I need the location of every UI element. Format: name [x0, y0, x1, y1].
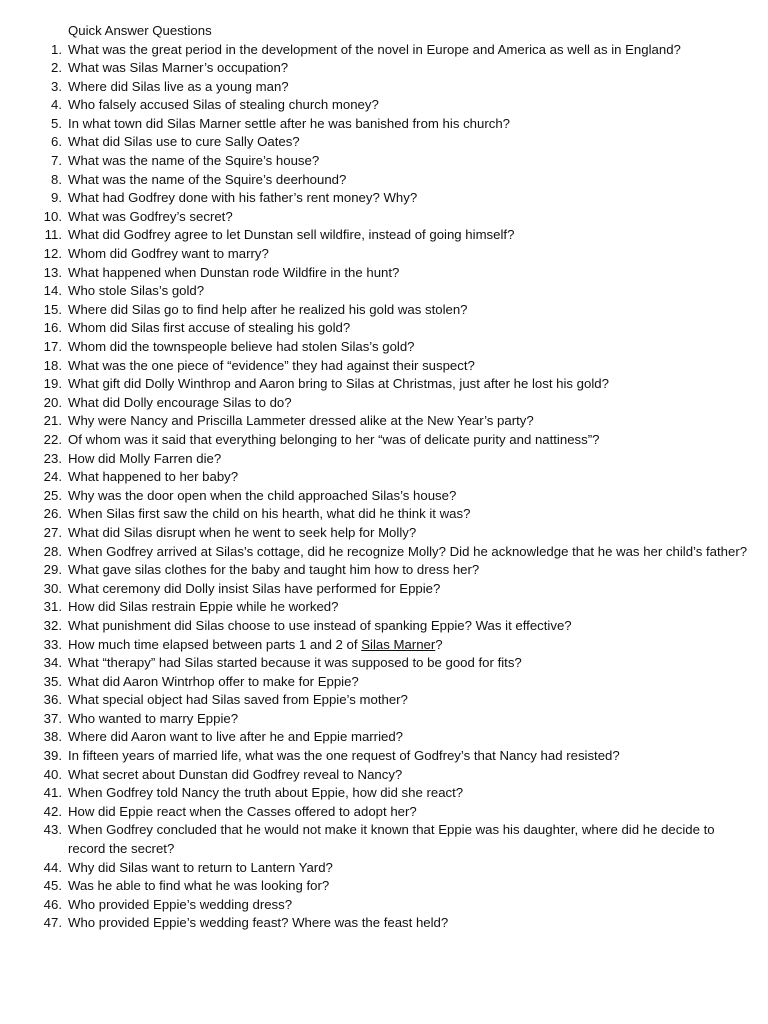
question-text: Who wanted to marry Eppie? — [68, 710, 239, 726]
list-item — [0, 41, 768, 60]
list-item — [0, 357, 768, 376]
list-item — [0, 803, 768, 822]
question-text: What was the name of the Squire’s house? — [68, 153, 320, 169]
question-text: How did Silas restrain Eppie while he worked? — [68, 599, 339, 615]
question-text: What “therapy” had Silas started because it was supposed to be good for fits? — [68, 655, 522, 671]
question-number: 20. — [43, 394, 62, 410]
list-item — [0, 375, 768, 394]
question-number: 22. — [43, 431, 62, 447]
question-text: What secret about Dunstan did Godfrey reveal to Nancy? — [68, 766, 403, 782]
question-text: Why was the door open when the child approached Silas’s house? — [68, 487, 457, 503]
question-text: Whom did Godfrey want to marry? — [68, 246, 269, 262]
question-text: Of whom was it said that everything belonging to her “was of delicate purity and nattiness”? — [68, 431, 600, 447]
list-item — [0, 189, 768, 208]
question-number: 2. — [51, 60, 62, 76]
list-item — [0, 96, 768, 115]
list-item — [0, 598, 768, 617]
question-text: What special object had Silas saved from Eppie’s mother? — [68, 692, 408, 708]
question-number: 4. — [51, 97, 62, 113]
list-item — [0, 617, 768, 636]
question-text: Why were Nancy and Priscilla Lammeter dressed alike at the New Year’s party? — [68, 413, 534, 429]
question-number: 14. — [43, 283, 62, 299]
question-number: 10. — [43, 208, 62, 224]
question-list — [0, 41, 768, 934]
question-text: When Godfrey arrived at Silas’s cottage, did he recognize Molly? Did he acknowledge that he was her child’s father? — [68, 543, 748, 559]
question-number: 37. — [43, 710, 62, 726]
question-number: 6. — [51, 134, 62, 150]
question-number: 36. — [43, 692, 62, 708]
list-item — [0, 133, 768, 152]
question-number: 29. — [43, 562, 62, 578]
list-item — [0, 171, 768, 190]
question-text-after: ? — [435, 636, 443, 652]
list-item — [0, 431, 768, 450]
question-number: 34. — [43, 655, 62, 671]
list-item — [0, 524, 768, 543]
question-text: What punishment did Silas choose to use instead of spanking Eppie? Was it effective? — [68, 617, 572, 633]
list-item — [0, 505, 768, 524]
question-number: 11. — [44, 227, 62, 243]
question-text: Why did Silas want to return to Lantern Yard? — [68, 859, 333, 875]
question-number: 8. — [51, 171, 62, 187]
list-item — [0, 412, 768, 431]
question-number: 47. — [43, 915, 62, 931]
list-item — [0, 654, 768, 673]
list-item — [0, 561, 768, 580]
question-number: 26. — [43, 506, 62, 522]
question-number: 16. — [43, 320, 62, 336]
question-text: What did Godfrey agree to let Dunstan sell wildfire, instead of going himself? — [68, 227, 515, 243]
question-text: Whom did Silas first accuse of stealing his gold? — [68, 320, 351, 336]
question-text: Who falsely accused Silas of stealing church money? — [68, 97, 379, 113]
book-title-reference: Silas Marner — [361, 636, 436, 652]
question-number: 42. — [43, 803, 62, 819]
list-item — [0, 691, 768, 710]
question-number: 21. — [43, 413, 62, 429]
question-text: What did Silas disrupt when he went to seek help for Molly? — [68, 524, 417, 540]
list-item — [0, 208, 768, 227]
question-text: What ceremony did Dolly insist Silas have performed for Eppie? — [68, 580, 441, 596]
list-item — [0, 543, 768, 562]
list-item — [0, 394, 768, 413]
question-number: 39. — [43, 748, 62, 764]
question-number: 31. — [43, 599, 62, 615]
question-text: How did Eppie react when the Casses offered to adopt her? — [68, 803, 417, 819]
list-item — [0, 914, 768, 933]
list-item — [0, 710, 768, 729]
question-text: What gave silas clothes for the baby and taught him how to dress her? — [68, 562, 480, 578]
question-text: Who provided Eppie’s wedding feast? Where was the feast held? — [68, 915, 449, 931]
list-item — [0, 468, 768, 487]
question-text: What had Godfrey done with his father’s rent money? Why? — [68, 190, 418, 206]
question-number: 24. — [43, 469, 62, 485]
question-number: 15. — [43, 301, 62, 317]
question-number: 43. — [43, 822, 62, 838]
list-item — [0, 282, 768, 301]
list-item — [0, 728, 768, 747]
question-number: 35. — [43, 673, 62, 689]
question-text: What was Godfrey’s secret? — [68, 208, 233, 224]
question-text: What did Silas use to cure Sally Oates? — [68, 134, 300, 150]
question-text: Where did Silas go to find help after he realized his gold was stolen? — [68, 301, 468, 317]
question-text: Whom did the townspeople believe had stolen Silas’s gold? — [68, 339, 415, 354]
question-number: 44. — [43, 859, 62, 875]
question-text: When Silas first saw the child on his hearth, what did he think it was? — [68, 506, 471, 522]
question-text: What was the great period in the development of the novel in Europe and America as well as in England? — [68, 41, 681, 57]
question-text: Who provided Eppie’s wedding dress? — [68, 896, 293, 912]
question-number: 12. — [43, 246, 62, 262]
question-text: What did Aaron Wintrhop offer to make for Eppie? — [68, 673, 359, 689]
list-item — [0, 896, 768, 915]
question-number: 3. — [51, 78, 62, 94]
question-text: What did Dolly encourage Silas to do? — [68, 394, 292, 410]
question-number: 1. — [51, 41, 62, 57]
list-item — [0, 766, 768, 785]
question-number: 28. — [43, 543, 62, 559]
question-text: What was Silas Marner’s occupation? — [68, 60, 289, 76]
list-item — [0, 821, 768, 858]
list-item — [0, 784, 768, 803]
question-text: What gift did Dolly Winthrop and Aaron bring to Silas at Christmas, just after he lost his gold? — [68, 376, 609, 392]
question-number: 45. — [43, 878, 62, 894]
question-number: 13. — [43, 264, 62, 280]
list-item — [0, 319, 768, 338]
question-number: 9. — [51, 190, 62, 206]
list-item — [0, 747, 768, 766]
question-text: Where did Aaron want to live after he and Eppie married? — [68, 729, 404, 745]
list-item — [0, 673, 768, 692]
question-text: What happened to her baby? — [68, 469, 239, 485]
list-item — [0, 78, 768, 97]
question-number: 27. — [43, 524, 62, 540]
question-number: 5. — [51, 115, 62, 131]
question-number: 40. — [43, 766, 62, 782]
question-text: Where did Silas live as a young man? — [68, 78, 289, 94]
list-item — [0, 115, 768, 134]
list-item — [0, 636, 768, 655]
question-number: 23. — [43, 450, 62, 466]
list-item — [0, 580, 768, 599]
list-item — [0, 152, 768, 171]
list-item — [0, 338, 768, 357]
question-number: 33. — [43, 636, 62, 652]
question-number: 46. — [43, 896, 62, 912]
question-text: When Godfrey concluded that he would not make it known that Eppie was his daughter, where did he decide to record the secret? — [68, 822, 715, 857]
list-item — [0, 264, 768, 283]
list-item — [0, 59, 768, 78]
question-number: 7. — [51, 153, 62, 169]
list-item — [0, 487, 768, 506]
question-text: Who stole Silas’s gold? — [68, 283, 205, 299]
document-title: Quick Answer Questions — [68, 23, 212, 38]
list-item — [0, 877, 768, 896]
question-number: 30. — [43, 580, 62, 596]
question-text: How did Molly Farren die? — [68, 450, 222, 466]
question-number: 17. — [43, 339, 62, 354]
list-item — [0, 226, 768, 245]
question-text — [68, 636, 750, 655]
list-item — [0, 245, 768, 264]
list-item — [0, 301, 768, 320]
list-item — [0, 859, 768, 878]
question-text-before: How much time elapsed between parts 1 and 2 of — [68, 636, 362, 652]
question-number: 32. — [43, 617, 62, 633]
question-number: 19. — [43, 376, 62, 392]
list-item — [0, 450, 768, 469]
question-text: In what town did Silas Marner settle after he was banished from his church? — [68, 115, 511, 131]
question-text: What happened when Dunstan rode Wildfire in the hunt? — [68, 264, 400, 280]
question-number: 25. — [43, 487, 62, 503]
question-text: Was he able to find what he was looking for? — [68, 878, 330, 894]
question-number: 38. — [43, 729, 62, 745]
question-text: In fifteen years of married life, what was the one request of Godfrey’s that Nancy had resisted? — [68, 748, 620, 764]
question-text: When Godfrey told Nancy the truth about Eppie, how did she react? — [68, 785, 464, 801]
question-text: What was the name of the Squire’s deerhound? — [68, 171, 347, 187]
question-text: What was the one piece of “evidence” they had against their suspect? — [68, 357, 475, 373]
question-number: 41. — [43, 785, 62, 801]
question-number: 18. — [43, 357, 62, 373]
